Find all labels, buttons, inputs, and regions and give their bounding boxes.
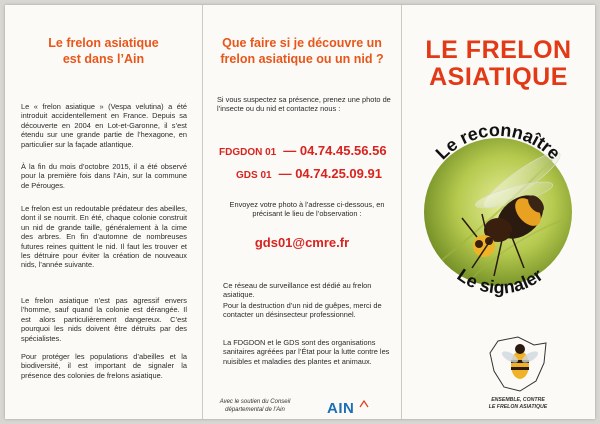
arc-text-bottom: Le signaler: [453, 264, 547, 298]
support-line2: départemental de l’Ain: [225, 406, 285, 413]
left-paragraph-4: Le frelon asiatique n’est pas agressif envers l’homme, sauf quand la colonie est dérangée. Il est alors particulièrement dangereux. C’est pourquoi les nids doivent être détruits par des spécialistes.: [21, 296, 187, 343]
middle-paragraph-2: Envoyez votre photo à l’adresse ci-dessous, en précisant le lieu de l’observation :: [229, 200, 385, 219]
support-line1: Avec le soutien du Conseil: [219, 399, 291, 405]
middle-heading-line2: frelon asiatique ou un nid ?: [220, 52, 384, 66]
panel-right: [402, 5, 595, 419]
contact-email: gds01@cmre.fr: [254, 235, 350, 250]
contact-row-fdgdon: [219, 143, 387, 158]
left-heading-line2: est dans l’Ain: [62, 52, 145, 66]
support-text: [207, 399, 303, 414]
hornet-illustration: [402, 100, 595, 330]
contact-label-fdgdon: FDGDON 01: [219, 147, 277, 158]
ain-map-hornet-logo-icon: [484, 335, 554, 397]
brochure-title: [402, 37, 595, 91]
contact-row-gds: [236, 166, 382, 181]
left-paragraph-1: Le « frelon asiatique » (Vespa velutina) a été introduit accidentellement en France. Depuis sa découverte en 2004 en Lot-et-Garonne, il s’est étendu sur une grande partie de l’hexagone, en particulier sur la façade atlantique.: [21, 102, 187, 149]
ain-logo-mark-icon: [359, 400, 369, 408]
panel-left: [5, 5, 202, 419]
middle-paragraph-5: La FDGDON et le GDS sont des organisations sanitaires agréées par l’État pour la lutte contre les nuisibles et maladies des plantes et animaux.: [223, 338, 390, 366]
middle-heading: [211, 35, 393, 67]
middle-paragraph-3: Ce réseau de surveillance est dédié au frelon asiatique.: [223, 281, 372, 300]
left-paragraph-3: Le frelon est un redoutable prédateur des abeilles, dont il se nourrit. En été, chaque colonie construit un nid de grande taille, généralement à la cime des arbres. En fin d’automne de nombreuses futures reines quittent le nid. Il faut les trouver et les détruire pour éviter la création de nouveaux nids, l’année suivante.: [21, 204, 187, 270]
middle-paragraph-4: Pour la destruction d’un nid de guêpes, merci de contacter un désinsecteur professionnel.: [223, 301, 382, 320]
logo-caption-line2: LE FRELON ASIATIQUE: [488, 403, 548, 410]
arc-text-top: Le reconnaître: [431, 119, 565, 164]
contact-phone-fdgdon: — 04.74.45.56.56: [283, 143, 387, 158]
logo-caption: [462, 397, 574, 410]
panel-middle: [203, 5, 401, 419]
left-heading: [15, 35, 192, 67]
middle-heading-line1: Que faire si je découvre un: [222, 36, 382, 50]
logo-caption-line1: ENSEMBLE, CONTRE: [491, 397, 545, 403]
brochure-sheet: [5, 5, 595, 419]
middle-paragraph-1: Si vous suspectez sa présence, prenez une photo de l’insecte ou du nid et contactez nous :: [217, 95, 391, 114]
contact-label-gds: GDS 01: [236, 170, 272, 181]
brochure-title-line1: LE FRELON: [425, 36, 572, 64]
ain-logo: [327, 400, 369, 417]
ain-logo-text: AIN: [327, 400, 355, 417]
left-heading-line1: Le frelon asiatique: [48, 36, 159, 50]
left-paragraph-5: Pour protéger les populations d’abeilles et la biodiversité, il est important de signaler la présence des colonies de frelons asiatique.: [21, 352, 187, 380]
left-paragraph-2: À la fin du mois d’octobre 2015, il a été observé pour la première fois dans l’Ain, sur la commune de Pérouges.: [21, 162, 187, 190]
contact-phone-gds: — 04.74.25.09.91: [278, 166, 382, 181]
brochure-title-line2: ASIATIQUE: [429, 63, 568, 91]
